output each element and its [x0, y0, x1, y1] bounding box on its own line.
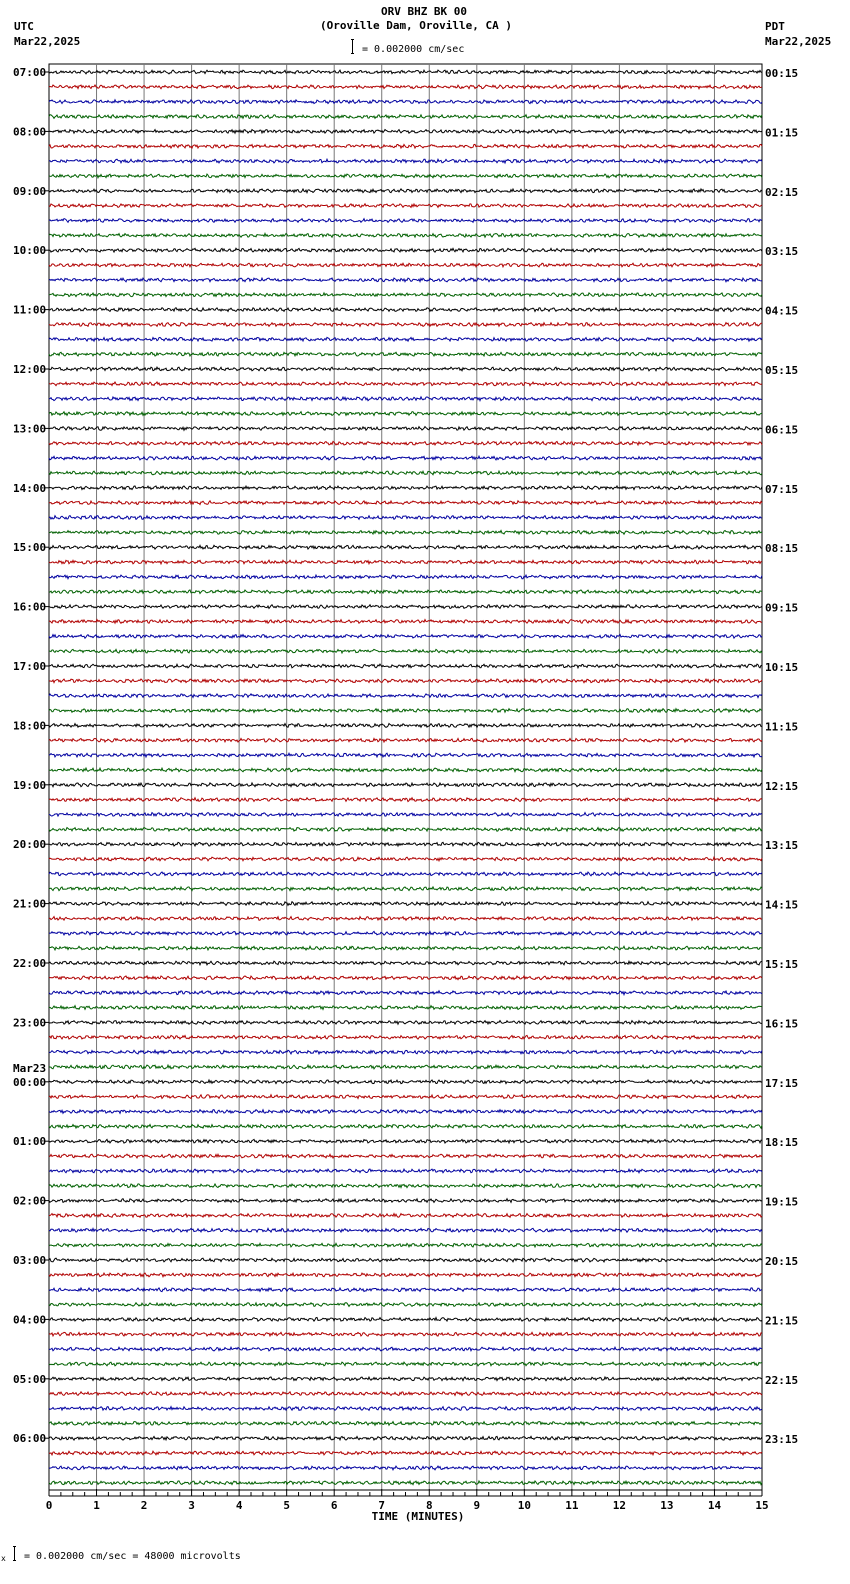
- utc-hour-label: 04:00: [13, 1313, 47, 1327]
- seismic-trace: [49, 308, 762, 312]
- seismic-trace: [49, 456, 762, 460]
- pdt-hour-label: 11:15: [765, 720, 799, 734]
- seismic-trace: [49, 1169, 762, 1173]
- utc-hour-label: 20:00: [13, 838, 47, 852]
- seismic-trace: [49, 620, 762, 624]
- footer-scale-bar-icon: [13, 1546, 16, 1561]
- seismic-trace: [49, 753, 762, 757]
- pdt-hour-label: 02:15: [765, 185, 799, 199]
- seismic-trace: [49, 1332, 762, 1336]
- seismic-trace: [49, 575, 762, 579]
- seismic-trace: [49, 1021, 762, 1025]
- pdt-hour-label: 09:15: [765, 601, 799, 615]
- seismic-trace: [49, 323, 762, 327]
- scale-text: = 0.002000 cm/sec: [362, 44, 465, 55]
- seismic-trace: [49, 174, 762, 178]
- utc-hour-label: 17:00: [13, 660, 47, 673]
- pdt-hour-label: 22:15: [765, 1373, 799, 1387]
- seismic-trace: [49, 560, 762, 564]
- seismic-trace: [49, 1273, 762, 1277]
- utc-hour-label: 22:00: [13, 957, 47, 970]
- utc-hour-label: 01:00: [13, 1135, 47, 1149]
- seismic-trace: [49, 278, 762, 282]
- x-tick-label: 0: [45, 1499, 53, 1512]
- x-tick-label: 9: [473, 1499, 481, 1512]
- seismic-trace: [49, 501, 762, 505]
- seismic-trace: [49, 783, 762, 787]
- seismic-trace: [49, 1125, 762, 1129]
- utc-hour-label: 18:00: [13, 719, 47, 733]
- seismic-trace: [49, 738, 762, 742]
- utc-hour-label: 09:00: [13, 184, 47, 198]
- pdt-hour-label: 01:15: [765, 126, 799, 140]
- pdt-hour-label: 15:15: [765, 958, 799, 971]
- seismic-trace: [49, 590, 762, 594]
- utc-hour-label: 06:00: [13, 1432, 47, 1446]
- seismic-trace: [49, 694, 762, 698]
- seismic-trace: [49, 427, 762, 431]
- station-title: ORV BHZ BK 00: [380, 5, 468, 18]
- seismic-trace: [49, 872, 762, 876]
- seismic-trace: [49, 1377, 762, 1381]
- seismic-trace: [49, 70, 762, 74]
- pdt-hour-label: 05:15: [765, 364, 799, 377]
- seismic-trace: [49, 1080, 762, 1084]
- x-axis-title: TIME (MINUTES): [371, 1510, 465, 1523]
- seismic-trace: [49, 204, 762, 208]
- seismic-trace: [49, 471, 762, 475]
- utc-hour-label: 15:00: [13, 541, 47, 555]
- seismic-trace: [49, 991, 762, 995]
- utc-hour-label: 11:00: [13, 303, 47, 317]
- seismic-trace: [49, 1199, 762, 1203]
- seismic-trace: [49, 1065, 762, 1069]
- seismic-trace: [49, 649, 762, 653]
- seismic-trace: [49, 159, 762, 163]
- seismic-trace: [49, 219, 762, 223]
- seismic-trace: [49, 100, 762, 104]
- utc-hour-label: 13:00: [13, 422, 47, 436]
- pdt-hour-label: 20:15: [765, 1255, 799, 1268]
- seismic-trace: [49, 367, 762, 371]
- utc-hour-label: 08:00: [13, 125, 47, 139]
- seismic-trace: [49, 724, 762, 728]
- pdt-hour-label: 14:15: [765, 898, 799, 912]
- pdt-hour-label: 12:15: [765, 779, 799, 793]
- seismic-trace: [49, 1110, 762, 1114]
- seismic-trace: [49, 293, 762, 297]
- seismic-trace: [49, 813, 762, 817]
- footer-scale-prefix: x: [1, 1554, 6, 1563]
- seismic-trace: [49, 1347, 762, 1351]
- seismic-trace: [49, 1258, 762, 1262]
- date-change-label: Mar23: [13, 1061, 47, 1075]
- seismic-trace: [49, 1392, 762, 1396]
- seismic-trace: [49, 1214, 762, 1218]
- pdt-hour-label: 18:15: [765, 1136, 799, 1150]
- utc-hour-label: 12:00: [13, 363, 47, 376]
- x-tick-label: 10: [517, 1499, 531, 1512]
- seismic-trace: [49, 709, 762, 713]
- seismic-trace: [49, 337, 762, 341]
- seismic-trace: [49, 1050, 762, 1054]
- seismic-trace: [49, 1303, 762, 1307]
- utc-hour-label: 03:00: [13, 1254, 47, 1267]
- x-tick-label: 5: [283, 1499, 290, 1512]
- x-tick-label: 8: [425, 1499, 433, 1512]
- seismic-trace: [49, 1288, 762, 1292]
- seismic-trace: [49, 85, 762, 89]
- seismic-trace: [49, 263, 762, 267]
- seismic-trace: [49, 679, 762, 683]
- x-tick-label: 6: [330, 1499, 338, 1512]
- station-location: (Oroville Dam, Oroville, CA ): [319, 19, 513, 32]
- x-tick-label: 3: [188, 1499, 195, 1512]
- seismic-trace: [49, 828, 762, 832]
- utc-hour-label: 14:00: [13, 481, 47, 495]
- seismic-trace: [49, 961, 762, 965]
- utc-hour-label: 02:00: [13, 1194, 47, 1208]
- x-tick-label: 1: [93, 1499, 100, 1512]
- seismic-trace: [49, 441, 762, 445]
- seismic-trace: [49, 1139, 762, 1143]
- pdt-hour-label: 13:15: [765, 839, 799, 853]
- seismic-trace: [49, 1436, 762, 1440]
- utc-zone-label: UTC: [14, 20, 34, 33]
- seismic-trace: [49, 857, 762, 861]
- seismic-trace: [49, 1466, 762, 1470]
- utc-hour-label: 23:00: [13, 1016, 47, 1030]
- seismic-trace: [49, 798, 762, 802]
- seismic-trace: [49, 516, 762, 520]
- utc-hour-label: 10:00: [13, 244, 47, 258]
- seismic-trace: [49, 1407, 762, 1411]
- pdt-hour-label: 06:15: [765, 423, 799, 437]
- seismic-trace: [49, 1006, 762, 1010]
- seismic-trace: [49, 902, 762, 906]
- seismic-trace: [49, 976, 762, 980]
- seismic-trace: [49, 1154, 762, 1158]
- x-tick-label: 12: [612, 1499, 627, 1512]
- seismic-trace: [49, 352, 762, 356]
- pdt-hour-label: 23:15: [765, 1433, 799, 1447]
- seismic-trace: [49, 946, 762, 950]
- utc-date-label: Mar22,2025: [14, 35, 81, 48]
- x-tick-label: 13: [660, 1499, 674, 1512]
- pdt-date-label: Mar22,2025: [765, 35, 832, 48]
- seismic-trace: [49, 397, 762, 401]
- seismic-trace: [49, 130, 762, 134]
- seismic-trace: [49, 931, 762, 935]
- pdt-zone-label: PDT: [765, 20, 785, 33]
- seismic-trace: [49, 1481, 762, 1485]
- seismic-trace: [49, 189, 762, 193]
- x-tick-label: 2: [140, 1499, 148, 1512]
- seismic-trace: [49, 664, 762, 668]
- seismic-trace: [49, 1422, 762, 1426]
- seismic-trace: [49, 382, 762, 386]
- seismic-trace: [49, 842, 762, 846]
- pdt-hour-label: 08:15: [765, 542, 799, 556]
- seismic-trace: [49, 545, 762, 549]
- seismic-trace: [49, 1095, 762, 1099]
- seismic-trace: [49, 1318, 762, 1322]
- pdt-hour-label: 16:15: [765, 1017, 799, 1031]
- x-tick-label: 14: [707, 1499, 722, 1512]
- x-tick-label: 15: [755, 1499, 769, 1512]
- utc-hour-label: 16:00: [13, 600, 47, 614]
- utc-hour-label: 05:00: [13, 1372, 47, 1386]
- pdt-hour-label: 00:15: [765, 67, 799, 80]
- utc-hour-label: 00:00: [13, 1075, 47, 1089]
- seismic-trace: [49, 917, 762, 921]
- footer-scale-text: = 0.002000 cm/sec = 48000 microvolts: [24, 1551, 241, 1562]
- seismic-trace: [49, 768, 762, 772]
- seismic-trace: [49, 1362, 762, 1366]
- seismic-trace: [49, 486, 762, 490]
- pdt-hour-label: 03:15: [765, 245, 799, 259]
- utc-hour-label: 21:00: [13, 897, 47, 911]
- x-tick-label: 11: [565, 1499, 579, 1512]
- seismic-trace: [49, 531, 762, 535]
- seismic-trace: [49, 248, 762, 252]
- seismic-trace: [49, 412, 762, 416]
- pdt-hour-label: 19:15: [765, 1195, 799, 1209]
- seismic-trace: [49, 115, 762, 119]
- seismic-trace: [49, 1035, 762, 1039]
- x-tick-label: 4: [235, 1499, 243, 1512]
- pdt-hour-label: 10:15: [765, 661, 799, 674]
- pdt-hour-label: 17:15: [765, 1076, 799, 1090]
- pdt-hour-label: 07:15: [765, 482, 799, 496]
- pdt-hour-label: 04:15: [765, 304, 799, 318]
- seismic-trace: [49, 605, 762, 609]
- utc-hour-label: 07:00: [13, 66, 47, 79]
- seismic-trace: [49, 1184, 762, 1188]
- seismic-trace: [49, 1451, 762, 1455]
- seismic-trace: [49, 234, 762, 238]
- seismic-trace: [49, 144, 762, 148]
- seismic-trace: [49, 635, 762, 639]
- x-tick-label: 7: [378, 1499, 386, 1512]
- pdt-hour-label: 21:15: [765, 1314, 799, 1328]
- seismic-trace: [49, 887, 762, 891]
- utc-hour-label: 19:00: [13, 778, 47, 792]
- seismic-trace: [49, 1243, 762, 1247]
- seismic-trace: [49, 1228, 762, 1232]
